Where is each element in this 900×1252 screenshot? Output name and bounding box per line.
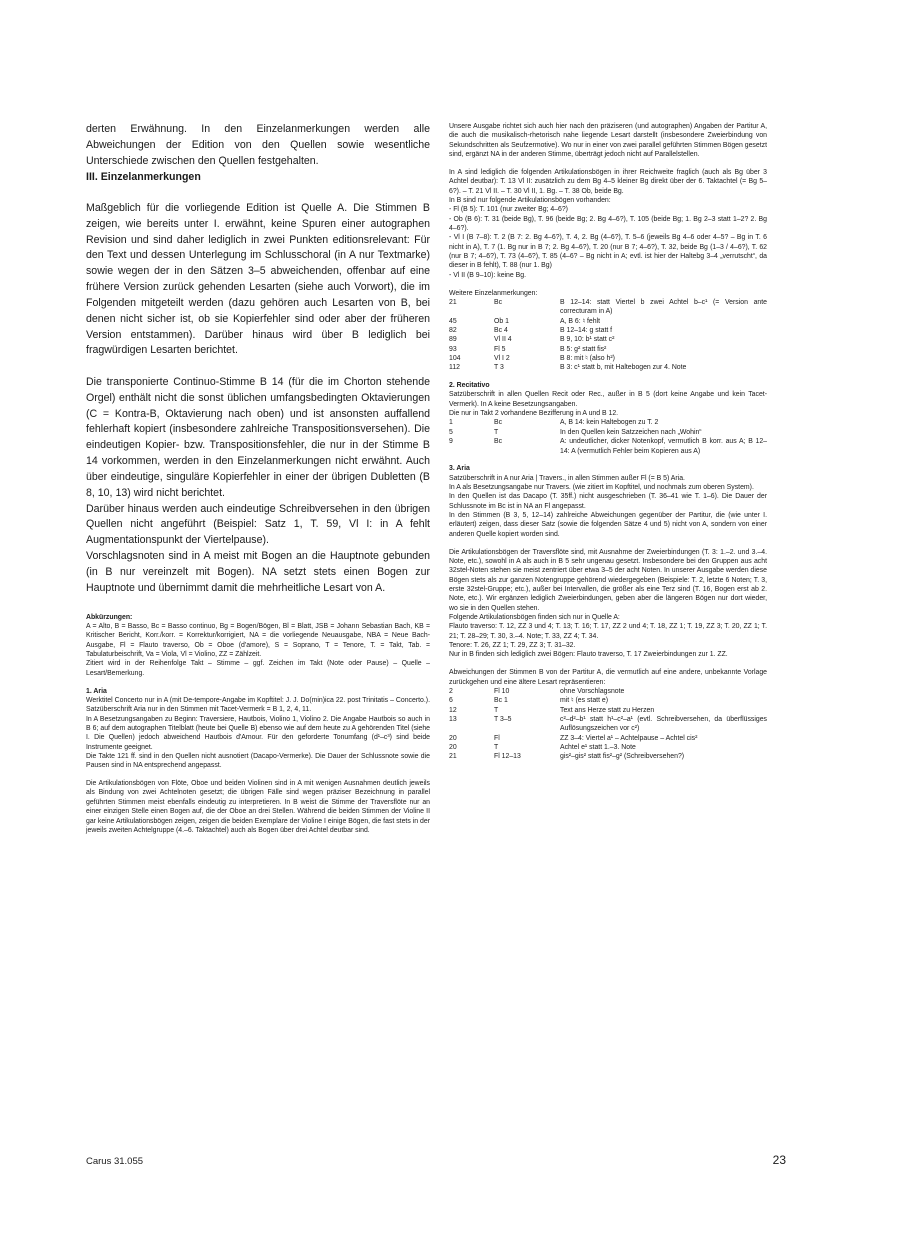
list-item: - Ob (B 6): T. 31 (beide Bg), T. 96 (beide Bg; 2. Bg 4–6?), T. 105 (beide Bg; 1. Bg 2–3 statt 1–2? 2. Bg 4–6?). xyxy=(449,215,767,232)
table-row: 89 Vl II 4 B 9, 10: b¹ statt c² xyxy=(449,336,615,344)
right-column xyxy=(449,122,767,762)
paragraph: Unsere Ausgabe richtet sich auch hier nach den präziseren (und autographen) Angaben der Partitur A, die auch die musikalisch-rhetorisch nahe liegende Lesart darstellt (insbesondere Zweierbindung von Sekundschritten als Seufzermotive). Wo nur in einer von zwei parallel geführten Stimmen Bögen gesetzt sind, ergänzt NA in der anderen Stimme, überträgt jedoch nicht auf Parallelstellen. xyxy=(449,123,767,159)
list-item: - Fl (B 5): T. 101 (nur zweiter Bg; 4–6?) xyxy=(449,206,568,214)
table-row: 2 Fl 10 ohne Vorschlagsnote xyxy=(449,687,625,695)
paragraph: Die transponierte Continuo-Stimme B 14 (für die im Chorton stehende Orgel) enthält nicht die sonst üblichen umfangsbedingten Oktavierungen (C = Kontra-B, Oktavierung nach oben) und ist ansonsten auffallend fehlerhaft kopiert (insbesondere zahlreiche Transpositionsversehen). Die eindeutigen Kopier- bzw. Transpositionsfehler, die nur in der Stimme B 14 vorkommen, werden in den Einzelanmerkungen nicht erwähnt. Auch über eindeutige, singuläre Kopierfehler in einer der übrigen Dubletten (B 8, 10, 13) wird nicht berichtet. xyxy=(86,375,430,499)
list-item: - Vl I (B 7–8): T. 2 (B 7: 2. Bg 4–6?), T. 4, 2. Bg (4–6?), T. 5–6 (jeweils Bg 4–6 oder 4–5? – Bg in T. 6 nicht in A), T. 7 (1. Bg nur in B 7; 2. Bg 4–6?), T. 20 (nur B 7; 4–6?), T. 32, beide Bg (1–3 / 4–6?), T. 62 (nur B 7; 4–6?), T. 73 (4–6?), T. 85 (4–6? – Bg nicht in A; evtl. ist hier der Haltebg 3–4 „verrutscht“, da dieser in B fehlt), T. 88 (nur 1. Bg) xyxy=(449,234,767,270)
paragraph: In den Quellen ist das Dacapo (T. 35ff.) nicht ausgeschrieben (T. 36–41 wie T. 1–6). Die Dauer der Schlussnote im Bc ist in NA an Fl angepasst. xyxy=(449,493,767,510)
table-row: 6 Bc 1 mit ♮ (es statt e) xyxy=(449,697,609,705)
subsection-heading: 1. Aria xyxy=(86,687,107,695)
paragraph: Die nur in Takt 2 vorhandene Bezifferung in A und B 12. xyxy=(449,410,619,418)
paragraph: Maßgeblich für die vorliegende Edition ist Quelle A. Die Stimmen B zeigen, wie bereits unter I. erwähnt, keine Spuren einer autographen Revision und sind daher lediglich in zwei Punkten editionsrelevant: Für den Text und dessen Unterlegung im Schlusschoral (in A nur Textmarke) sowie wegen der in den Sätzen 3–5 abweichenden, offenbar auf eine frühere Version zurück gehenden Lesarten (siehe auch Vorwort), die im Folgenden mitgeteilt werden (dazu gehören auch Lesarten von B, bei denen nicht sicher ist, ob sie Kopierfehler sind oder aber der früheren Version entstammen). Darüber hinaus wird über B lediglich bei fragwürdigen Lesarten berichtet. xyxy=(86,201,430,357)
paragraph: Darüber hinaus werden auch eindeutige Schreibversehen in den übrigen Quellen nicht angeführt (Beispiel: Satz 1, T. 59, Vl I: in A fehlt Augmentationspunkt der Viertelpause). xyxy=(86,502,430,547)
notes-table-3 xyxy=(449,687,767,762)
paragraph: In A als Besetzungsangabe nur Travers. (wie zitiert im Kopftitel, und nochmals zum oberen System). xyxy=(449,484,754,492)
table-row: 82 Bc 4 B 12–14: g statt f xyxy=(449,326,613,334)
table-row: 12 T Text ans Herze statt zu Herzen xyxy=(449,706,655,714)
paragraph: In den Stimmen (B 3, 5, 12–14) zahlreiche Abweichungen gegenüber der Partitur, die (wie unter I. erläutert) zeigen, dass dieser Satz (sowie die folgenden Sätze 4 und 5) nicht von A, sondern von einer anderen Quelle kopiert worden sind. xyxy=(449,512,767,538)
notes-table-2 xyxy=(449,418,767,455)
paragraph: Abweichungen der Stimmen B von der Partitur A, die vermutlich auf eine andere, unbekannte Vorlage zurückgehen und eine ältere Lesart repräsentieren: xyxy=(449,669,767,686)
paragraph: In A Besetzungsangaben zu Beginn: Traversiere, Hautbois, Violino 1, Violino 2. Die Angabe Hautbois so auch in B 6; auf dem autographen Titelblatt (heute bei Quelle B) ebenso wie auf dem heute zu A gehörenden Titel (siehe I. Die Quellen) jedoch abweichend Hautbois d'Amour. Für den geforderte Tonumfang (d¹–c³) sind beide Instrumente geeignet. xyxy=(86,715,430,751)
table-row: 104 Vl I 2 B 8: mit ♮ (also h²) xyxy=(449,354,615,362)
table-row: 21 Bc B 12–14: statt Viertel b zwei Achtel b–c¹ (= Version ante correcturam in A) xyxy=(449,298,767,316)
footer-catalog-number: Carus 31.055 xyxy=(86,1156,144,1167)
paragraph: Die Artikulationsbögen der Traversflöte sind, mit Ausnahme der Zweierbindungen (T. 3: 1.–2. und 3.–4. Note, etc.), sowohl in A als auch in B 5 sehr ungenau gesetzt. Insbesondere bei den Gruppen aus acht 32stel-Noten stehen sie meist zentriert über etwa 3–5 der acht Noten. In unserer Ausgabe werden diese Bögen stets als zur ganzen Notengruppe gehörend wiedergegeben (Beispiele: T. 2, letzte 6 Noten; T. 3, erste 32stel-Gruppe; etc.), außer bei Intervallen, die größer als eine Terz sind (T. 16, Bogen erst ab 2. Note, etc.). Wir ergänzen lediglich Zweierbindungen, geben aber die längeren Bögen nur dort wieder, wo sie in den Quellen stehen. xyxy=(449,548,767,612)
abbreviations-text: A = Alto, B = Basso, Bc = Basso continuo, Bg = Bogen/Bögen, Bl = Blatt, JSB = Johann Sebastian Bach, KB = Kritischer Bericht, Korr./korr. = Korrektur/korrigiert, NA = die vorliegende Neuausgabe, NBA = Neue Bach-Ausgabe, Fl = Flauto traverso, Ob = Oboe (d'amore), S = Soprano, T = Tenore, T. = Takt, Tab. = Tabulaturbeischrift, Va = Viola, Vl = Violino, ZZ = Zählzeit. xyxy=(86,622,430,658)
paragraph: Vorschlagsnoten sind in A meist mit Bogen an die Hauptnote gebunden (in B nur vereinzelt mit Bogen). NA setzt stets einen Bogen zur Hauptnote und übernimmt damit die mehrheitliche Lesart von A. xyxy=(86,550,430,594)
table-row: 20 Fl ZZ 3–4: Viertel a¹ – Achtelpause – Achtel cis² xyxy=(449,734,698,742)
citation-note: Zitiert wird in der Reihenfolge Takt – Stimme – ggf. Zeichen im Takt (Note oder Pause) – Quelle – Lesart/Bemerkung. xyxy=(86,660,430,677)
subsection-heading: 2. Recitativo xyxy=(449,382,490,390)
table-row: 13 T 3–5 c²–d²–b¹ statt h¹–c²–a¹ (evtl. Schreibversehen, da überflüssiges Auflösungszeichen vor c²) xyxy=(449,715,767,733)
paragraph: Satzüberschrift in A nur Aria | Travers., in allen Stimmen außer Fl (= B 5) Aria. xyxy=(449,474,685,482)
table-row: 9 Bc A: undeutlicher, dicker Notenkopf, vermutlich B korr. aus A; B 12–14: A (vermutlich Fehler beim Kopieren aus A) xyxy=(449,438,767,455)
table-row: 21 Fl 12–13 gis²–gis² statt fis²–g² (Schreibversehen?) xyxy=(449,753,685,761)
table-row: 1 Bc A, B 14: kein Haltebogen zu T. 2 xyxy=(449,419,659,427)
paragraph: Nur in B finden sich lediglich zwei Bögen: Flauto traverso, T. 17 Zweierbindungen zur 1. ZZ. xyxy=(449,651,728,659)
paragraph: In A sind lediglich die folgenden Artikulationsbögen in ihrer Reichweite fraglich (auch als Bg über 3 Achtel deutbar): T. 13 Vl II: zusätzlich zu dem Bg 4–5 kleiner Bg direkt über der 6. Taktachtel (= Bg 5–6?). – T. 21 Vl II. – T. 30 Vl II, 1. Bg. – T. 38 Ob, beide Bg. xyxy=(449,168,767,195)
list-item: - Vl II (B 9–10): keine Bg. xyxy=(449,271,526,279)
page-number: 23 xyxy=(772,1153,786,1167)
abbreviations-heading: Abkürzungen: xyxy=(86,613,133,621)
paragraph: Flauto traverso: T. 12, ZZ 3 und 4; T. 13; T. 16; T. 17, ZZ 2 und 4; T. 18, ZZ 1; T. 19, ZZ 3; T. 20, ZZ 1; T. 21; T. 28–29; T. 30, 3.–4. Note; T. 33, ZZ 4; T. 34. xyxy=(449,623,767,640)
table-row: 45 Ob 1 A, B 6: ♮ fehlt xyxy=(449,317,600,325)
section-heading: III. Einzelanmerkungen xyxy=(86,170,201,183)
paragraph: In B sind nur folgende Artikulationsbögen vorhanden: xyxy=(449,196,611,204)
paragraph: Tenore: T. 26, ZZ 1; T. 29, ZZ 3; T. 31–32. xyxy=(449,642,576,650)
table-caption: Weitere Einzelanmerkungen: xyxy=(449,289,538,297)
paragraph: Werktitel Concerto nur in A (mit De-tempore-Angabe im Kopftitel: J. J. Do(min)ica 22. post Trinitatis – Concerto.). Satzüberschrift Aria nur in den Stimmen mit Tacet-Vermerk = B 1, 2, 4, 11. xyxy=(86,696,430,714)
table-row: 93 Fl 5 B 5: g² statt fis² xyxy=(449,345,607,353)
subsection-heading: 3. Aria xyxy=(449,465,470,473)
paragraph: Die Takte 121 ff. sind in den Quellen nicht ausnotiert (Dacapo-Vermerke). Die Dauer der Schlussnote sowie die Pausen sind in NA entsprechend angepasst. xyxy=(86,752,430,770)
paragraph: Satzüberschrift in allen Quellen Recit oder Rec., außer in B 5 (dort keine Angabe und kein Tacet-Vermerk). In A keine Besetzungsangaben. xyxy=(449,391,767,408)
table-row: 20 T Achtel e¹ statt 1.–3. Note xyxy=(449,743,636,751)
notes-table-1 xyxy=(449,298,767,373)
paragraph: derten Erwähnung. In den Einzelanmerkungen werden alle Abweichungen der Edition von den Quellen sowie wesentliche Unterschiede zwischen den Quellen festgehalten. xyxy=(86,123,430,167)
paragraph: Die Artikulationsbögen von Flöte, Oboe und beiden Violinen sind in A mit wenigen Ausnahmen deutlich jeweils als Bindung von zwei Achtelnoten gesetzt; die übrigen Fälle sind wegen präziser Bezeichnung in parallel geführten Stimmen meist ebenfalls eindeutig zu interpretieren. In B weist die Stimme der Traversflöte nur an einer einzigen Stelle einen Bogen auf, die der Oboe an drei Stellen. Während die beiden Stimmen der Violine II gar keine Artikulationsbögen zeigen, zeigen die beiden Exemplare der Violine I einige Bögen, die fast stets in der jeweils zweiten Achtelgruppe (4.–6. Taktachtel) auch als Bogen über drei Achtel deutbar sind. xyxy=(86,780,430,834)
table-row: 112 T 3 B 3: c¹ statt b, mit Haltebogen zur 4. Note xyxy=(449,364,687,372)
paragraph: Folgende Artikulationsbögen finden sich nur in Quelle A: xyxy=(449,614,620,621)
left-column xyxy=(86,122,430,835)
table-row: 5 T In den Quellen kein Satzzeichen nach „Wohin“ xyxy=(449,428,702,436)
